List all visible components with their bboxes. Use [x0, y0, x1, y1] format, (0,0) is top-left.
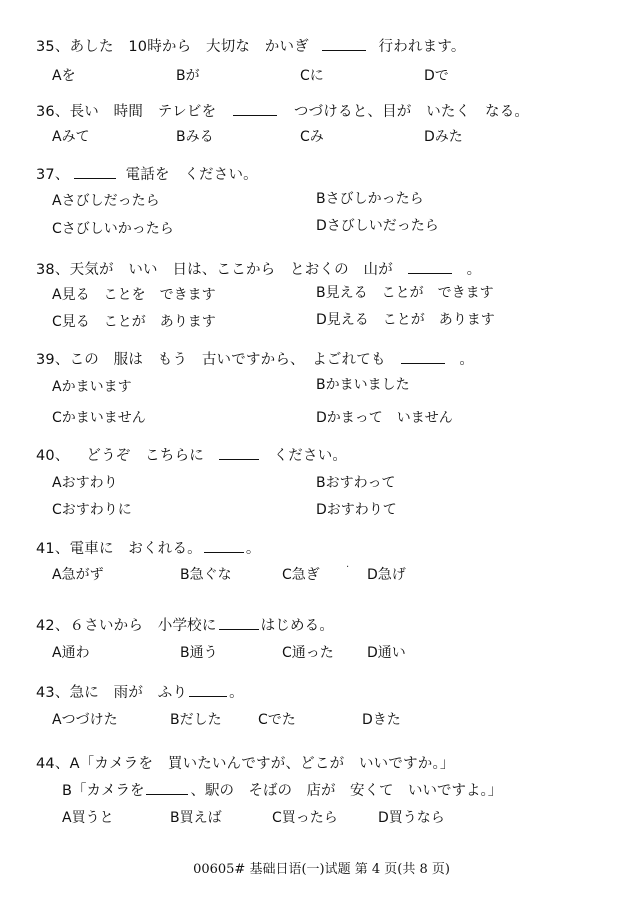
option-b: B買えば: [170, 810, 222, 826]
question-text-end: ください。: [273, 448, 348, 464]
option-a: A急がず: [52, 567, 104, 583]
option-d: Dさびしいだったら: [316, 218, 439, 234]
question-text: 急に 雨が ふり: [69, 685, 188, 701]
page-footer: 00605# 基础日语(一)试题 第 4 页(共 8 页): [193, 862, 450, 877]
question-text-end: つづけると、目が いたく なる。: [293, 104, 530, 120]
option-a: Aさびしだったら: [52, 193, 160, 209]
question-36-stem: [36, 100, 529, 121]
question-number: 37、: [36, 167, 70, 183]
option-d: Dみた: [424, 129, 463, 145]
option-a: Aを: [52, 68, 76, 84]
question-text-end: 。: [466, 262, 482, 278]
option-a: A通わ: [52, 645, 90, 661]
question-text: 電車に おくれる。: [69, 541, 202, 557]
answer-blank: [189, 696, 227, 697]
option-c: Cおすわりに: [52, 502, 132, 518]
question-text: 天気が いい 日は、ここから とおくの 山が: [69, 262, 393, 278]
option-d: Dおすわりて: [316, 502, 397, 518]
option-a: Aつづけた: [52, 712, 118, 728]
option-d: Dきた: [362, 712, 401, 728]
option-d: Dかまって いません: [316, 410, 453, 426]
question-text: A「カメラを 買いたいんですが、どこが いいですか。」: [69, 756, 455, 772]
question-text: どうぞ こちらに: [86, 448, 204, 464]
question-number: 36、: [36, 104, 70, 120]
option-b: B急ぐな: [180, 567, 232, 583]
option-a: A買うと: [62, 810, 114, 826]
option-b: Bだした: [170, 712, 222, 728]
option-d: D買うなら: [378, 810, 445, 826]
option-d: D通い: [367, 645, 406, 661]
question-text-end: 。: [245, 541, 261, 557]
answer-blank: [74, 178, 116, 179]
option-a: Aおすわり: [52, 475, 118, 491]
question-number: 35、: [36, 39, 70, 55]
question-number: 41、: [36, 541, 70, 557]
option-a: Aかまいます: [52, 379, 132, 395]
option-d: D見える ことが あります: [316, 312, 495, 328]
answer-blank: [146, 794, 188, 795]
option-c: Cに: [300, 68, 324, 84]
answer-blank: [322, 50, 366, 51]
question-38-stem: [36, 258, 481, 279]
question-43-stem: [36, 681, 244, 702]
question-text-end: はじめる。: [260, 618, 335, 634]
question-text: あした 10時から 大切な かいぎ: [69, 39, 309, 55]
question-number: 44、: [36, 756, 70, 772]
question-39-stem: [36, 348, 474, 369]
question-number: 39、: [36, 352, 70, 368]
option-c: Cみ: [300, 129, 324, 145]
question-44-line-b: [62, 779, 502, 800]
option-b: B見える ことが できます: [316, 285, 494, 301]
question-40-stem: [36, 444, 347, 465]
question-text-end: 。: [229, 685, 244, 701]
answer-blank: [219, 629, 259, 630]
question-number: 38、: [36, 262, 70, 278]
option-b: Bが: [176, 68, 200, 84]
option-b: B通う: [180, 645, 218, 661]
option-c: C通った: [282, 645, 334, 661]
question-41-stem: [36, 537, 261, 558]
question-37-stem: [36, 163, 258, 184]
option-d: Dで: [424, 68, 449, 84]
option-a: A見る ことを できます: [52, 287, 216, 303]
option-b: Bかまいました: [316, 377, 410, 393]
question-text-end: 。: [459, 352, 475, 368]
answer-blank: [233, 115, 277, 116]
option-b: Bさびしかったら: [316, 191, 424, 207]
question-number: 42、: [36, 618, 70, 634]
question-42-stem: [36, 614, 334, 635]
question-44-stem: [36, 752, 455, 773]
question-text-end: 行われます。: [378, 39, 466, 55]
question-text: ６さいから 小学校に: [69, 618, 217, 634]
question-35-stem: [36, 35, 466, 56]
answer-blank: [219, 459, 259, 460]
question-text-b: B「カメラを: [62, 783, 145, 799]
option-b: Bみる: [176, 129, 214, 145]
option-c: Cかまいません: [52, 410, 146, 426]
question-text-b-end: 、駅の そばの 店が 安くて いいですよ。」: [190, 783, 503, 799]
answer-blank: [204, 552, 244, 553]
option-a: Aみて: [52, 129, 90, 145]
option-c: Cでた: [258, 712, 296, 728]
stray-mark: ·: [346, 562, 350, 573]
option-c: Cさびしいかったら: [52, 221, 174, 237]
option-c: C急ぎ: [282, 567, 320, 583]
option-b: Bおすわって: [316, 475, 396, 491]
answer-blank: [401, 363, 445, 364]
question-text-end: 電話を ください。: [125, 167, 258, 183]
question-number: 43、: [36, 685, 70, 701]
option-d: D急げ: [367, 567, 406, 583]
answer-blank: [408, 273, 452, 274]
option-c: C買ったら: [272, 810, 338, 826]
question-number: 40、: [36, 448, 70, 464]
question-text: 長い 時間 テレビを: [69, 104, 217, 120]
question-text: この 服は もう 古いですから、 よごれても: [69, 352, 386, 368]
option-c: C見る ことが あります: [52, 314, 216, 330]
